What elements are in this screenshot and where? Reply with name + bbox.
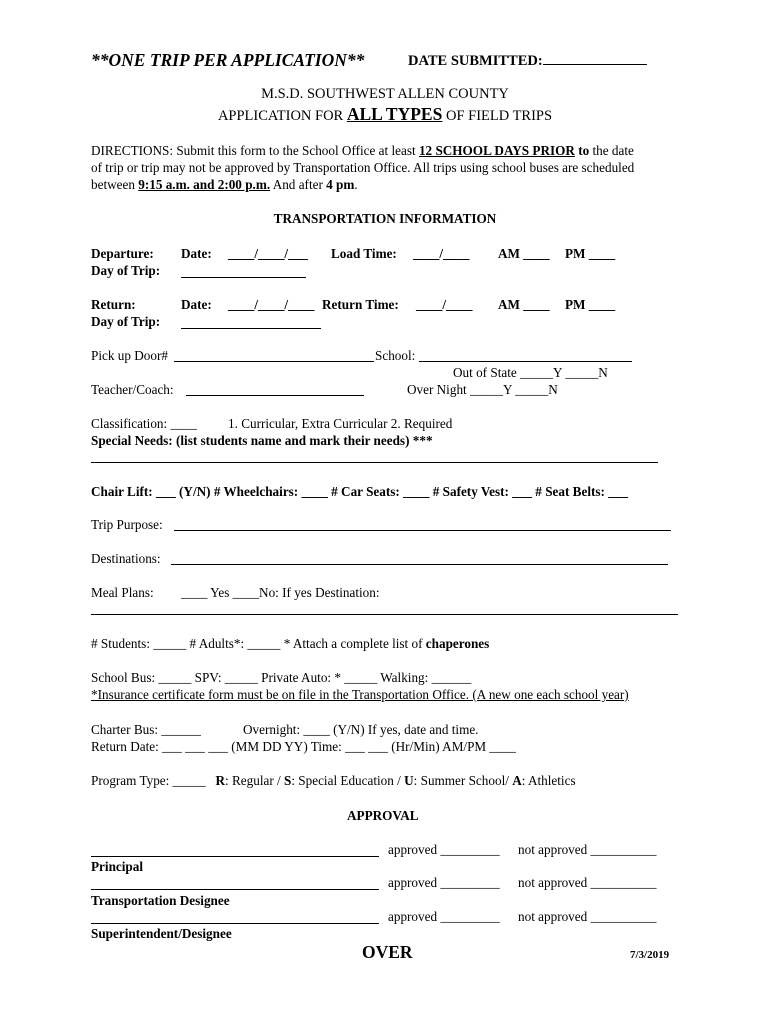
principal-label: Principal: [91, 859, 144, 874]
approval-title: APPROVAL: [347, 808, 419, 823]
load-pm-field[interactable]: PM ____: [565, 246, 616, 261]
charter-bus-field[interactable]: Charter Bus: ______: [91, 722, 201, 737]
insurance-note: *Insurance certificate form must be on file in the Transportation Office. (A new one each school year): [91, 687, 629, 702]
departure-day-label: Day of Trip:: [91, 263, 161, 278]
return-am-field[interactable]: AM ____: [498, 297, 550, 312]
special-needs-label: Special Needs: (list students name and mark their needs) ***: [91, 433, 433, 448]
trip-purpose-label: Trip Purpose:: [91, 517, 163, 532]
superintendent-approved[interactable]: approved _________: [388, 909, 500, 924]
overnight-detail-field[interactable]: Overnight: ____ (Y/N) If yes, date and time.: [243, 722, 479, 737]
principal-approved[interactable]: approved _________: [388, 842, 500, 857]
equipment-line[interactable]: Chair Lift: ___ (Y/N) # Wheelchairs: ____ # Car Seats: ____ # Safety Vest: ___ # Seat Belts: ___: [91, 484, 628, 499]
meal-destination-field[interactable]: [91, 614, 678, 615]
teacher-field[interactable]: [186, 395, 364, 396]
transportation-not-approved[interactable]: not approved __________: [518, 875, 657, 890]
directions-line-2: of trip or trip may not be approved by Transportation Office. All trips using school buses are scheduled: [91, 160, 635, 175]
transportation-signature-field[interactable]: [91, 889, 379, 890]
special-needs-field[interactable]: [91, 462, 658, 463]
classification-options: 1. Curricular, Extra Curricular 2. Required: [228, 416, 453, 431]
transportation-label: Transportation Designee: [91, 893, 230, 908]
district-name: M.S.D. SOUTHWEST ALLEN COUNTY: [261, 86, 509, 102]
return-pm-field[interactable]: PM ____: [565, 297, 616, 312]
return-time-label: Return Time:: [322, 297, 399, 312]
date-submitted-label: DATE SUBMITTED:: [408, 52, 647, 69]
principal-not-approved[interactable]: not approved __________: [518, 842, 657, 857]
return-label: Return:: [91, 297, 136, 312]
return-day-field[interactable]: [181, 328, 321, 329]
teacher-label: Teacher/Coach:: [91, 382, 174, 397]
over-label: OVER: [362, 942, 413, 962]
load-time-field[interactable]: ____/____: [413, 246, 470, 261]
load-time-label: Load Time:: [331, 246, 397, 261]
school-label: School:: [375, 348, 416, 363]
principal-signature-field[interactable]: [91, 856, 379, 857]
load-am-field[interactable]: AM ____: [498, 246, 550, 261]
classification-field[interactable]: Classification: ____: [91, 416, 197, 431]
form-date: 7/3/2019: [630, 949, 670, 961]
program-type-line[interactable]: Program Type: _____ R: Regular / S: Special Education / U: Summer School/ A: Athletics: [91, 773, 576, 788]
transportation-title: TRANSPORTATION INFORMATION: [273, 211, 497, 226]
destinations-label: Destinations:: [91, 551, 161, 566]
departure-day-field[interactable]: [181, 277, 306, 278]
departure-date-label: Date:: [181, 246, 212, 261]
transport-mode-line[interactable]: School Bus: _____ SPV: _____ Private Auto: * _____ Walking: ______: [91, 670, 472, 685]
superintendent-signature-field[interactable]: [91, 923, 379, 924]
return-date-time-field[interactable]: Return Date: ___ ___ ___ (MM DD YY) Time: ___ ___ (Hr/Min) AM/PM ____: [91, 739, 516, 754]
return-time-field[interactable]: ____/____: [416, 297, 473, 312]
application-title: APPLICATION FOR ALL TYPES OF FIELD TRIPS: [217, 104, 553, 124]
superintendent-not-approved[interactable]: not approved __________: [518, 909, 657, 924]
return-date-label: Date:: [181, 297, 212, 312]
departure-date-field[interactable]: ____/____/___: [228, 246, 308, 261]
pickup-door-field[interactable]: [174, 361, 374, 362]
meal-plans-label: Meal Plans:: [91, 585, 154, 600]
return-date-field[interactable]: ____/____/____: [228, 297, 315, 312]
trip-purpose-field[interactable]: [174, 530, 671, 531]
pickup-door-label: Pick up Door#: [91, 348, 168, 363]
students-adults-line[interactable]: # Students: _____ # Adults*: _____ * Attach a complete list of chaperones: [91, 636, 490, 651]
school-field[interactable]: [419, 361, 632, 362]
destinations-field[interactable]: [171, 564, 668, 565]
directions-line-1: DIRECTIONS: Submit this form to the School Office at least 12 SCHOOL DAYS PRIOR to the date: [91, 143, 634, 158]
out-of-state-field[interactable]: Out of State _____Y _____N: [453, 365, 608, 380]
return-day-label: Day of Trip:: [91, 314, 161, 329]
superintendent-label: Superintendent/Designee: [91, 926, 232, 941]
departure-label: Departure:: [91, 246, 154, 261]
overnight-field[interactable]: Over Night _____Y _____N: [407, 382, 558, 397]
meal-plans-field[interactable]: ____ Yes ____No: If yes Destination:: [181, 585, 380, 600]
one-trip-heading: **ONE TRIP PER APPLICATION**: [91, 50, 365, 70]
transportation-approved[interactable]: approved _________: [388, 875, 500, 890]
date-submitted-field[interactable]: [543, 52, 647, 65]
directions-line-3: between 9:15 a.m. and 2:00 p.m. And after 4 pm.: [91, 177, 358, 192]
